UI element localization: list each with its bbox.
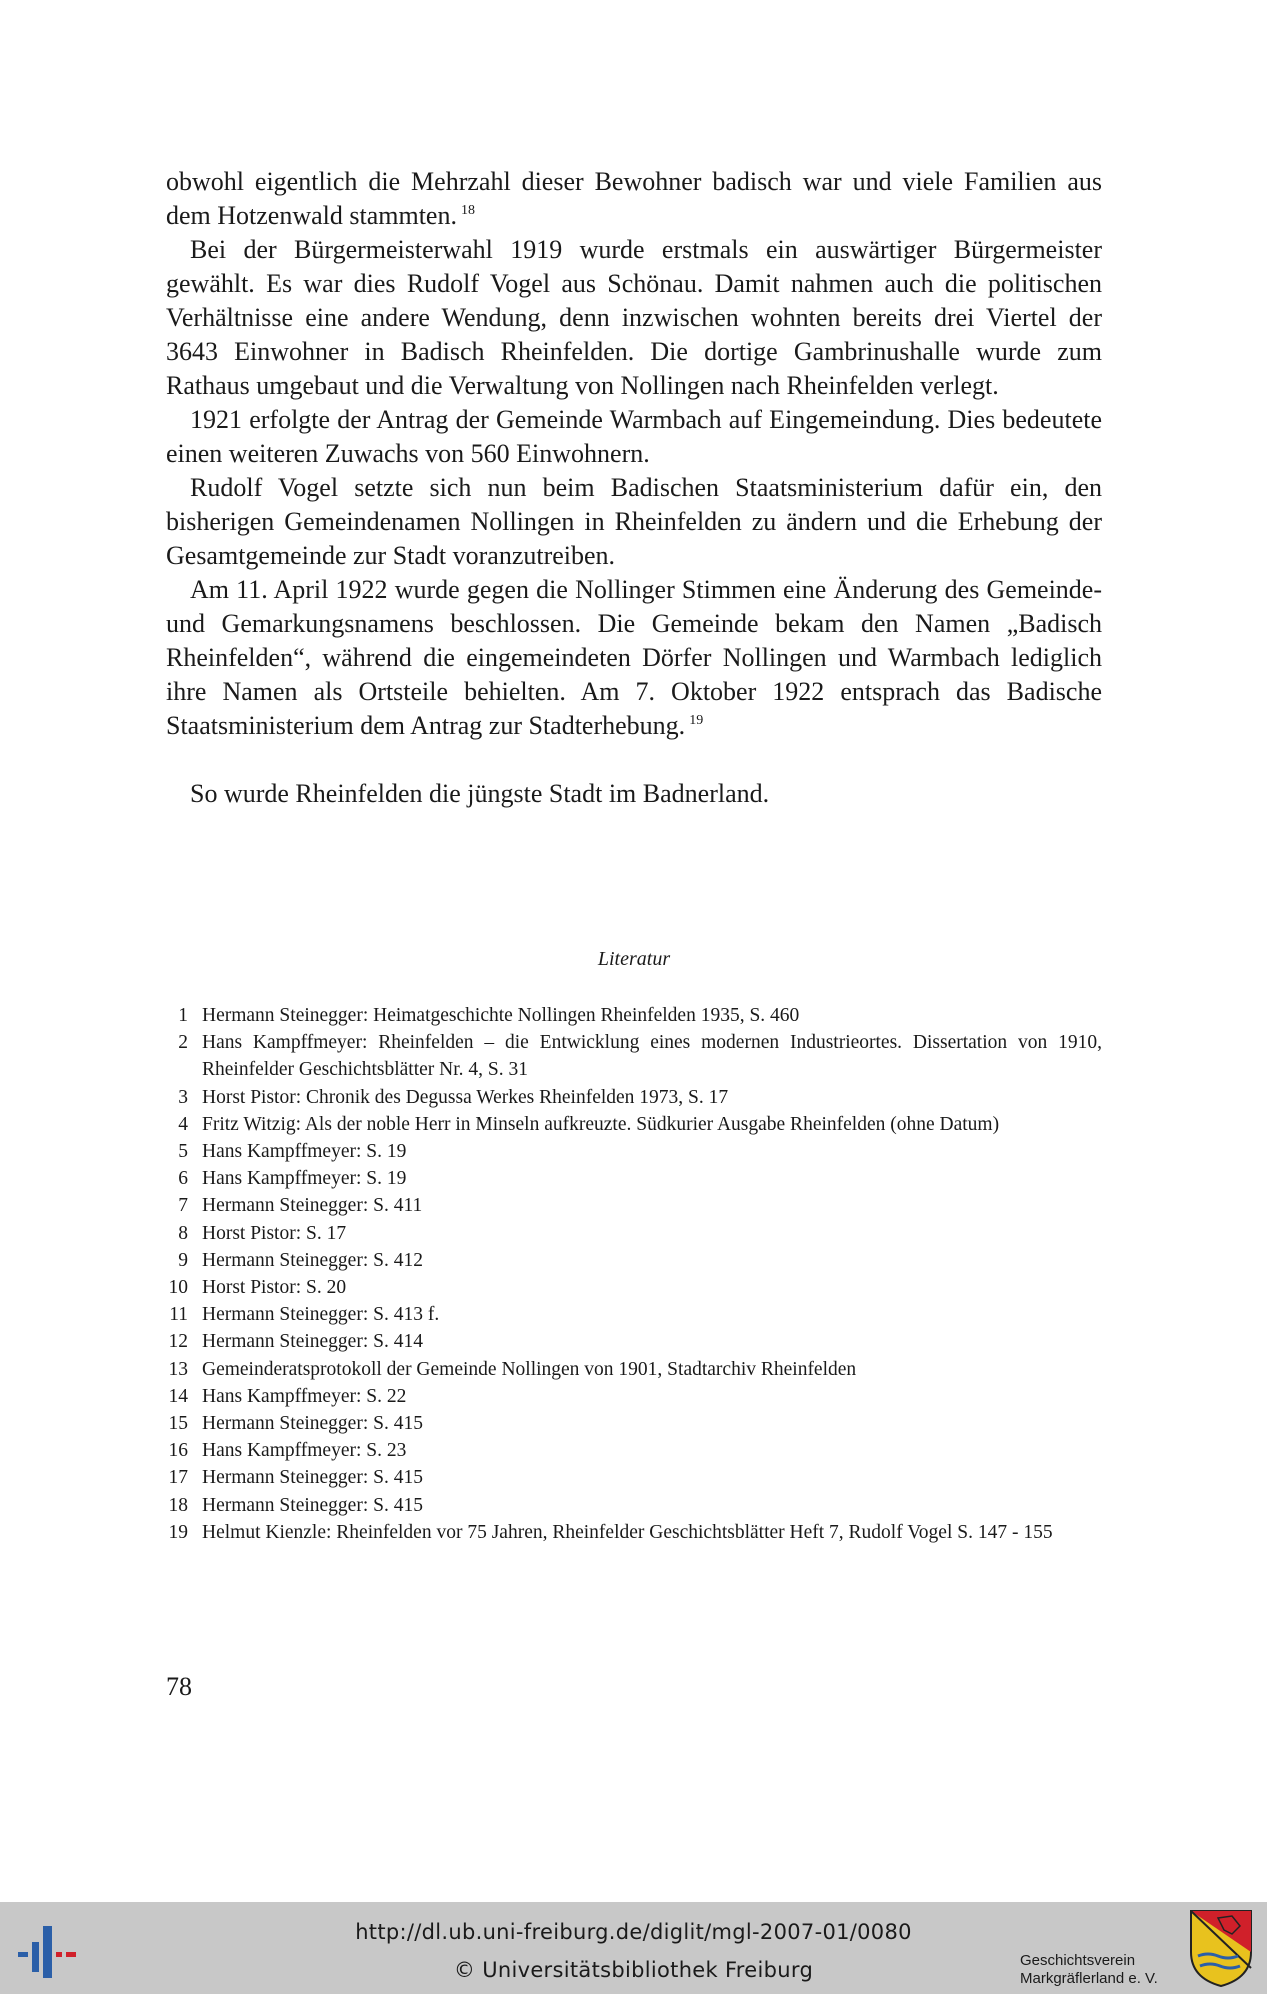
footnote-number: 8 [178,1222,188,1244]
footnote-number: 18 [168,1494,188,1516]
footnote-text: Fritz Witzig: Als der noble Herr in Minseln aufkreuzte. Südkurier Ausgabe Rheinfelden (ohne Datum) [202,1113,1000,1135]
footnote-text: Helmut Kienzle: Rheinfelden vor 75 Jahren, Rheinfelder Geschichtsblätter Heft 7, Rudolf Vogel S. 147 - 155 [202,1521,1053,1543]
footnote-item [166,1410,1102,1437]
footnote-item [166,1328,1102,1355]
footnote-item [166,1437,1102,1464]
footnote-number: 3 [178,1086,188,1108]
footnote-number: 5 [178,1141,188,1163]
footnote-item [166,1165,1102,1192]
footnote-number: 15 [168,1413,188,1435]
page-number: 78 [166,1672,192,1701]
footnote-item [166,1084,1102,1111]
footnote-number: 19 [168,1521,188,1543]
copyright-notice: © Universitätsbibliothek Freiburg [453,1958,814,1982]
footnote-number: 10 [168,1277,188,1299]
footnote-item [166,1464,1102,1491]
footnote-item [166,1220,1102,1247]
footnote-item [166,1247,1102,1274]
footnote-number: 17 [168,1467,188,1489]
footnote-item [166,1192,1102,1219]
footnote-item [166,1519,1102,1546]
footnote-item [166,1383,1102,1410]
footnote-text: Horst Pistor: Chronik des Degussa Werkes Rheinfelden 1973, S. 17 [202,1086,729,1108]
body-text [166,165,1102,811]
footnote-item [166,1301,1102,1328]
paragraph: Rudolf Vogel setzte sich nun beim Badischen Staatsministerium dafür ein, den bisherigen Gemeindenamen Nollingen in Rheinfelden zu ändern und die Erhebung der Gesamtgemeinde zur Stadt voranzutreiben. [166,473,1102,570]
society-name-line: Markgräflerland e. V. [1020,1970,1158,1987]
footnote-item [166,1356,1102,1383]
footnote-text: Hermann Steinegger: S. 411 [202,1195,423,1217]
footnote-text: Gemeinderatsprotokoll der Gemeinde Nollingen von 1901, Stadtarchiv Rheinfelden [202,1358,857,1380]
viewer-footer-bar [0,1902,1267,1994]
paragraph: Am 11. April 1922 wurde gegen die Nollinger Stimmen eine Änderung des Gemeinde- und Gemarkungsnamens beschlossen. Die Gemeinde bekam den Namen „Badisch Rheinfelden“, während die eingemeindeten Dörfer Nollingen und Warmbach lediglich ihre Namen als Ortsteile behielten. Am 7. Oktober 1922 entsprach das Badische Staatsministerium dem Antrag zur Stadterhebung. $^{19}$ [166,575,1102,740]
footnote-number: 12 [168,1331,188,1353]
footnote-text: Hans Kampffmeyer: S. 22 [202,1385,407,1407]
footnote-text: Hermann Steinegger: S. 415 [202,1467,423,1489]
literature-heading: Literatur [597,948,671,970]
footnote-text: Hans Kampffmeyer: S. 19 [202,1141,407,1163]
permalink-url[interactable]: http://dl.ub.uni-freiburg.de/diglit/mgl-2007-01/0080 [355,1920,912,1944]
coat-of-arms-icon [1188,1908,1254,1988]
society-name-line: Geschichtsverein [1020,1952,1136,1969]
footnote-number: 7 [178,1195,188,1217]
footnote-ref[interactable]: 19 [689,713,704,728]
closing-sentence: So wurde Rheinfelden die jüngste Stadt im Badnerland. [190,779,770,808]
footnote-number: 14 [168,1385,188,1407]
footnote-text: Hermann Steinegger: S. 412 [202,1249,423,1271]
footnote-text: Hermann Steinegger: S. 415 [202,1413,423,1435]
footnote-text: Horst Pistor: S. 17 [202,1222,347,1244]
footnote-text: Hans Kampffmeyer: S. 23 [202,1440,407,1462]
footnote-text: Hermann Steinegger: S. 415 [202,1494,423,1516]
paragraph: Bei der Bürgermeisterwahl 1919 wurde erstmals ein auswärtiger Bürgermeister gewählt. Es war dies Rudolf Vogel aus Schönau. Damit nahmen auch die politischen Verhältnisse eine andere Wendung, denn inzwischen wohnten bereits drei Viertel der 3643 Einwohner in Badisch Rheinfelden. Die dortige Gambrinushalle wurde zum Rathaus umgebaut und die Verwaltung von Nollingen nach Rheinfelden verlegt. [166,235,1102,400]
footnote-number: 16 [168,1440,188,1462]
footnote-text: Hermann Steinegger: Heimatgeschichte Nollingen Rheinfelden 1935, S. 460 [202,1005,800,1026]
footnote-number: 9 [178,1249,188,1271]
society-name [1020,1952,1180,1988]
footnote-item [166,1138,1102,1165]
footnote-text: Hermann Steinegger: S. 414 [202,1331,423,1353]
footnote-text: Horst Pistor: S. 20 [202,1277,347,1299]
footnote-text: Hans Kampffmeyer: Rheinfelden – die Entwicklung eines modernen Industrieortes. Dissertation von 1910, Rheinfelder Geschichtsblätter Nr. 4, S. 31 [202,1032,1102,1081]
footnote-text: Hans Kampffmeyer: S. 19 [202,1168,407,1190]
footnote-item [166,1029,1102,1083]
footnote-number: 4 [178,1113,188,1135]
paragraph: 1921 erfolgte der Antrag der Gemeinde Warmbach auf Eingemeindung. Dies bedeutete einen weiteren Zuwachs von 560 Einwohnern. [166,405,1102,468]
paragraph: obwohl eigentlich die Mehrzahl dieser Bewohner badisch war und viele Familien aus dem Hotzenwald stammten. $^{18}$ [166,167,1102,230]
footnote-text: Hermann Steinegger: S. 413 f. [202,1304,440,1326]
footnote-number: 11 [169,1304,188,1326]
footnote-item [166,1111,1102,1138]
footnote-number: 13 [168,1358,188,1380]
footnote-number: 1 [178,1005,188,1026]
footnote-ref[interactable]: 18 [460,203,475,218]
footnote-number: 6 [178,1168,188,1190]
footnote-item [166,1274,1102,1301]
footnote-list [166,1002,1102,1546]
footnote-item [166,1492,1102,1519]
footnote-item [166,1002,1102,1029]
footnote-number: 2 [178,1032,188,1054]
